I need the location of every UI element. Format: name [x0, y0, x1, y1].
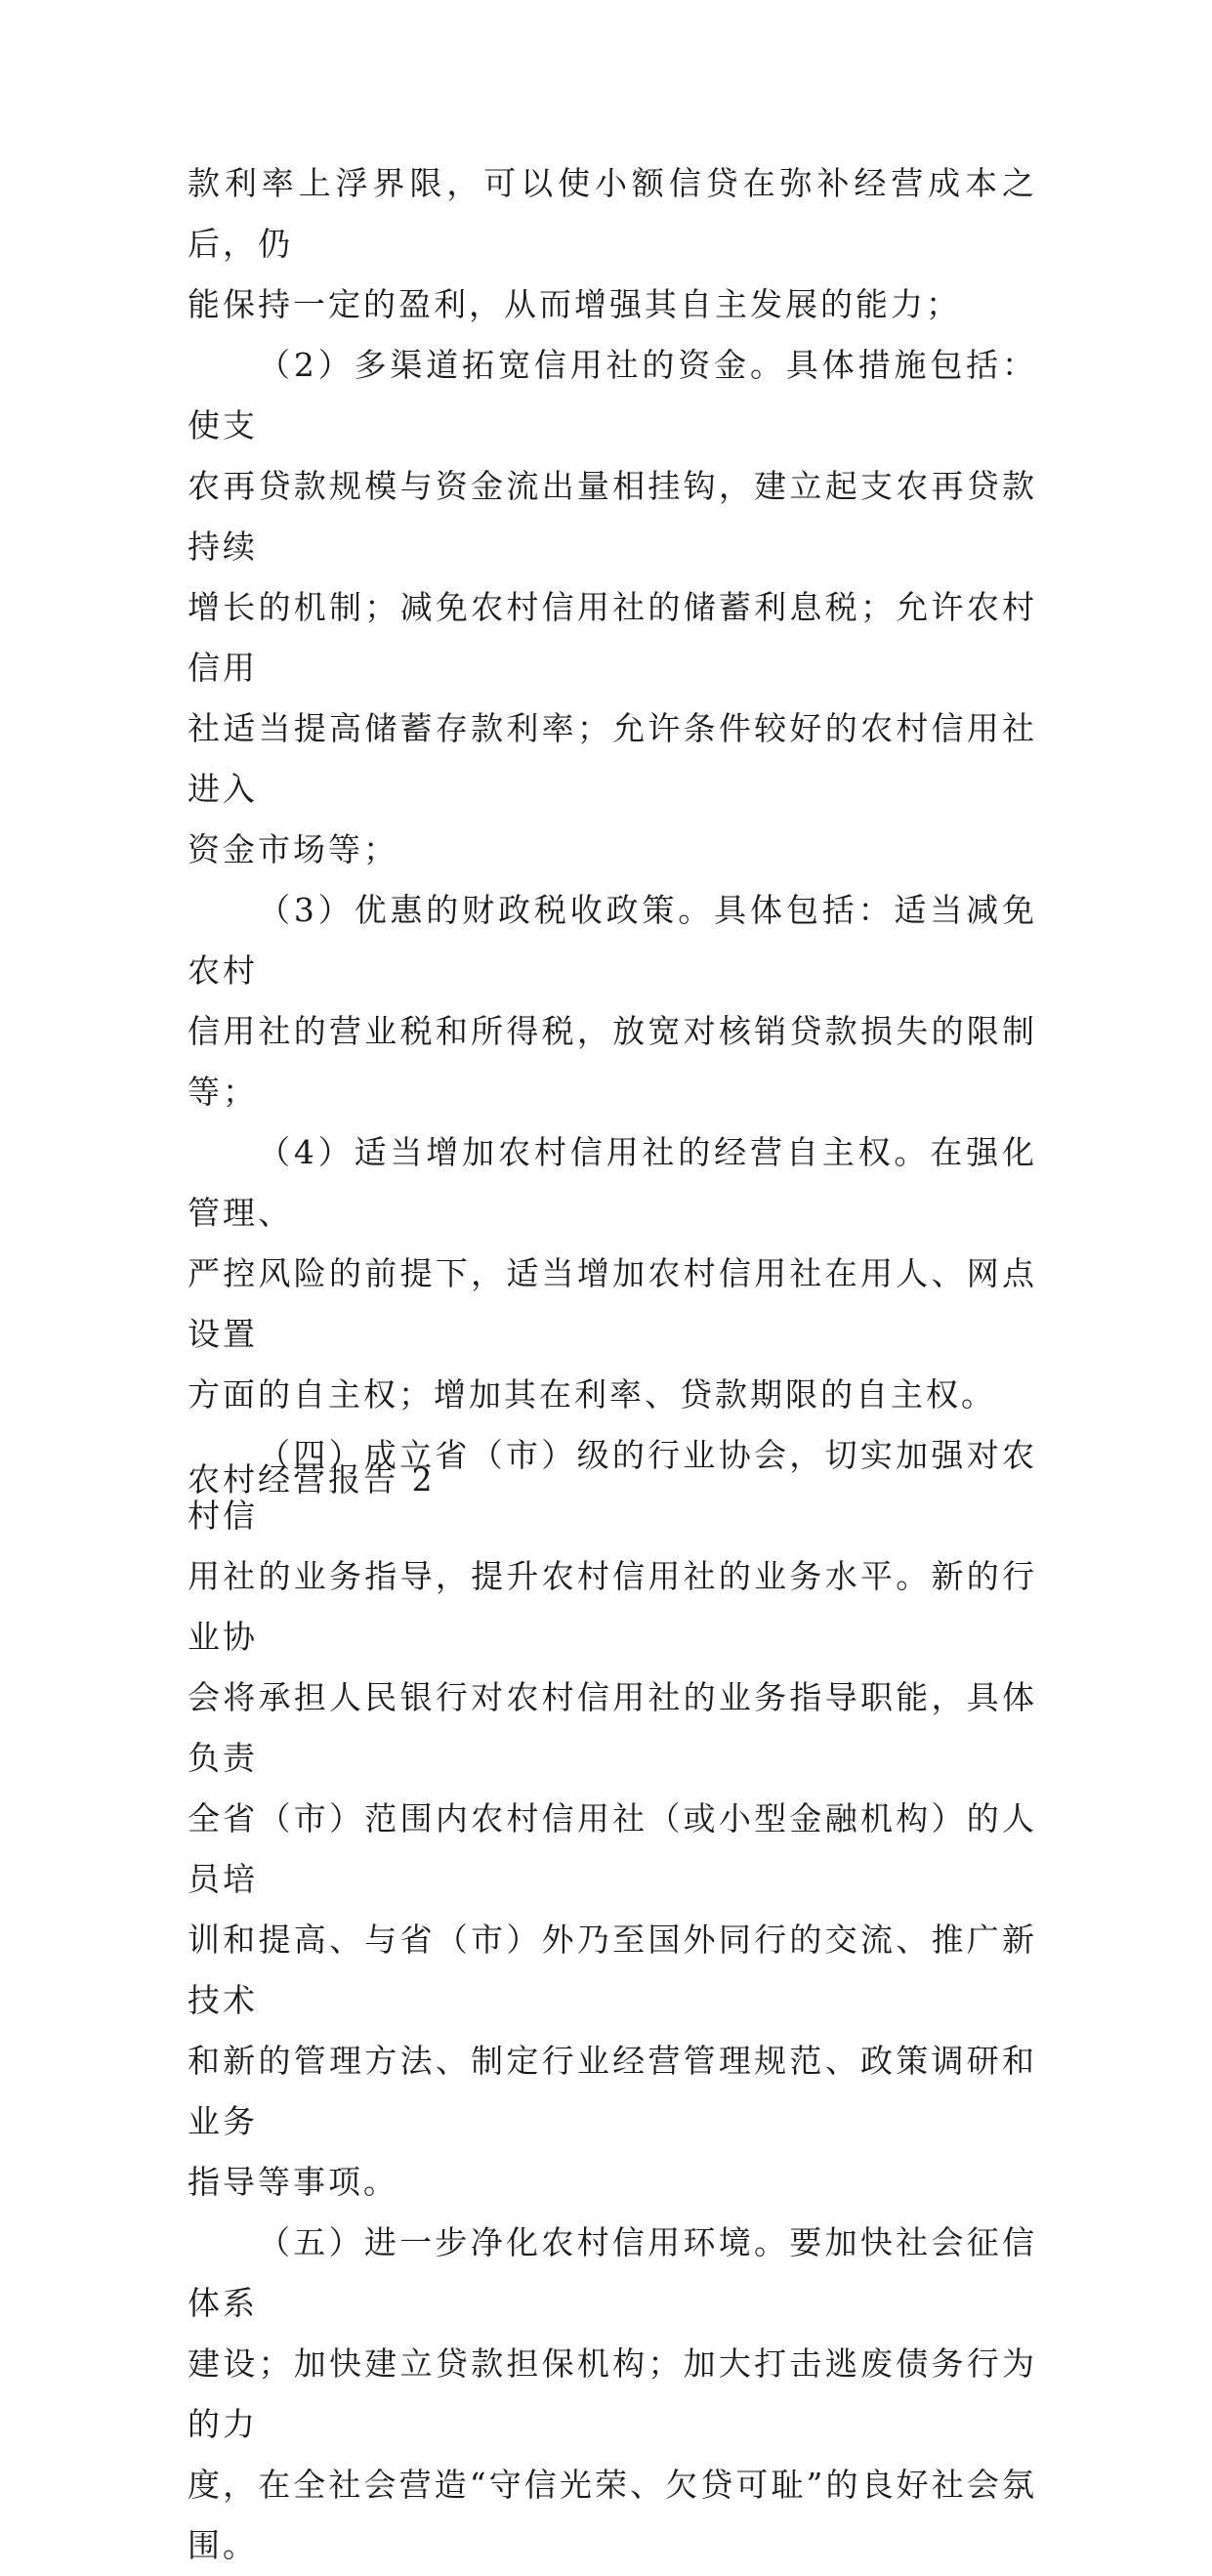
paragraph-line: （五）进一步净化农村信用环境。要加快社会征信体系 [188, 2223, 1037, 2322]
paragraph-line: 款利率上浮界限，可以使小额信贷在弥补经营成本之后，仍 [188, 164, 1037, 263]
paragraph-line: 会将承担人民银行对农村信用社的业务指导职能，具体负责 [188, 1678, 1037, 1777]
paragraph-line: （四）成立省（市）级的行业协会，切实加强对农村信 [188, 1436, 1037, 1535]
paragraph [188, 335, 1037, 880]
section-heading: 农村经营报告 2 [188, 1460, 436, 1499]
paragraph-line: （3）优惠的财政税收政策。具体包括：适当减免农村 [188, 891, 1037, 990]
paragraph-line: 方面的自主权；增加其在利率、贷款期限的自主权。 [188, 1375, 996, 1414]
paragraph-line: 信用社的营业税和所得税，放宽对核销贷款损失的限制等； [188, 1012, 1037, 1111]
paragraph-line: 严控风险的前提下，适当增加农村信用社在用人、网点设置 [188, 1254, 1037, 1353]
paragraph [188, 153, 1037, 335]
paragraph-line: 社适当提高储蓄存款利率；允许条件较好的农村信用社进入 [188, 709, 1037, 808]
paragraph-line: （2）多渠道拓宽信用社的资金。具体措施包括：使支 [188, 346, 1037, 444]
paragraph-line: 增长的机制；减免农村信用社的储蓄利息税；允许农村信用 [188, 588, 1037, 687]
paragraph [188, 2213, 1037, 2576]
paragraph-line: 资金市场等； [188, 830, 398, 868]
paragraph-line: 训和提高、与省（市）外乃至国外同行的交流、推广新技术 [188, 1921, 1037, 2019]
paragraph-line: （4）适当增加农村信用社的经营自主权。在强化管理、 [188, 1133, 1037, 1232]
paragraph [188, 880, 1037, 1122]
paragraph [188, 1425, 1037, 2213]
paragraph-line: 能保持一定的盈利，从而增强其自主发展的能力； [188, 285, 961, 323]
paragraph-line: 建设；加快建立贷款担保机构；加大打击逃废债务行为的力 [188, 2344, 1037, 2443]
body-text [188, 153, 1037, 2576]
paragraph-line: 用社的业务指导，提升农村信用社的业务水平。新的行业协 [188, 1557, 1037, 1656]
paragraph-line: 指导等事项。 [188, 2163, 398, 2201]
paragraph-line: 和新的管理方法、制定行业经营管理规范、政策调研和业务 [188, 2042, 1037, 2140]
paragraph [188, 1122, 1037, 1425]
paragraph-line: 度，在全社会营造“守信光荣、欠贷可耻”的良好社会氛围。 [188, 2466, 1037, 2564]
paragraph-line: 全省（市）范围内农村信用社（或小型金融机构）的人员培 [188, 1799, 1037, 1898]
paragraph-line: 农再贷款规模与资金流出量相挂钩，建立起支农再贷款持续 [188, 467, 1037, 566]
